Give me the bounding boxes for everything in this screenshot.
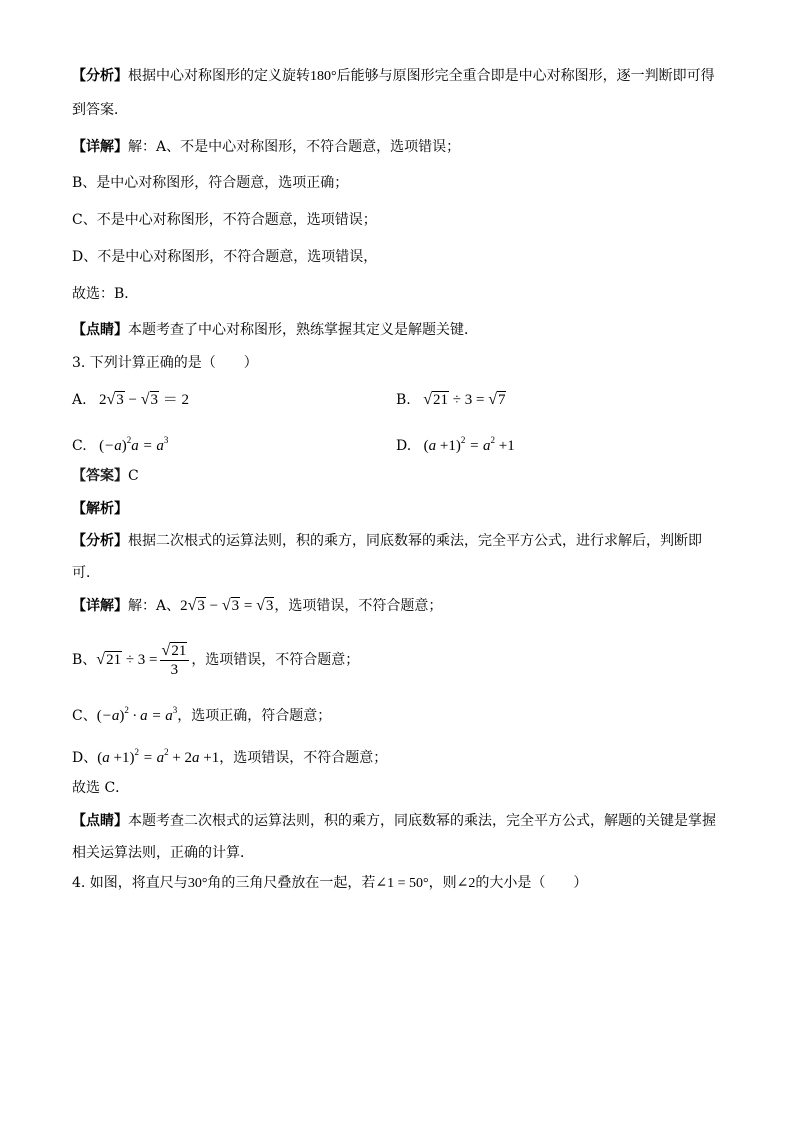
q3-dianjing-tag: 【点睛】 — [72, 813, 128, 829]
option-a-formula: 2√3 − √3 ＝ 2 — [99, 391, 190, 408]
q4-stem-d: 的大小是（ ） — [475, 875, 588, 891]
q3-detail-d — [72, 742, 387, 768]
q2-dianjing-line — [72, 320, 478, 340]
q4-stem-a: 4. 如图，将直尺与 — [72, 875, 188, 891]
q3-analysis-tag: 【分析】 — [72, 533, 128, 549]
q3-option-b — [396, 390, 506, 410]
option-c-formula: $(-a)^2a = a^3$ — [99, 435, 169, 454]
q3-detail-a — [72, 596, 442, 616]
q3-detail-d-prefix: D、 — [72, 750, 98, 766]
q3-dianjing-line1 — [72, 811, 716, 831]
analysis-text-a: 根据中心对称图形的定义旋转 — [128, 68, 310, 84]
q3-detail-c-formula: $(-a)^2 \cdot a = a^3$ — [96, 705, 178, 724]
q2-analysis-line1 — [72, 66, 715, 87]
q4-stem-deg: 30° — [187, 876, 208, 891]
q2-detail-line-b: B、是中心对称图形，符合题意，选项正确； — [72, 175, 349, 191]
q3-detail-c-prefix: C、 — [72, 708, 97, 724]
detail-text-a: 解：A、不是中心对称图形，不符合题意，选项错误； — [128, 139, 461, 155]
q3-detail-tag: 【详解】 — [72, 598, 128, 614]
q3-option-d — [396, 430, 515, 456]
q4-stem-c: ，则 — [428, 875, 457, 891]
q3-jiexi — [72, 499, 128, 519]
q3-detail-a-suffix: ，选项错误，不符合题意； — [274, 598, 443, 614]
q3-detail-d-suffix: ，选项错误，不符合题意； — [219, 750, 388, 766]
q3-answer — [72, 466, 139, 486]
q3-detail-a-prefix: 解：A、 — [128, 598, 181, 614]
answer-tag: 【答案】 — [72, 468, 128, 484]
q3-detail-c-suffix: ，选项正确，符合题意； — [177, 708, 332, 724]
option-b-formula: √21 ÷ 3 = √7 — [423, 391, 506, 408]
analysis-tag: 【分析】 — [72, 68, 128, 84]
q3-choice: 故选 C． — [72, 780, 130, 796]
q3-analysis-text: 根据二次根式的运算法则，积的乘方，同底数幂的乘法，完全平方公式，进行求解后，判断即 — [128, 533, 702, 549]
analysis-text-b: 后能够与原图形完全重合即是中心对称图形，逐一判断即可得 — [336, 68, 715, 84]
q3-detail-b-prefix: B、 — [72, 652, 97, 668]
q3-detail-b-formula: √21 ÷ 3 = $\frac{√21}{3}$ — [96, 652, 191, 668]
jiexi-tag: 【解析】 — [72, 501, 128, 517]
option-d-label: D. — [396, 438, 412, 454]
option-c-label: C. — [72, 438, 87, 454]
q3-detail-a-formula: 2√3 − √3 = √3 — [180, 597, 274, 614]
q3-stem: 3. 下列计算正确的是（ ） — [72, 355, 258, 371]
q2-detail-line-d: D、不是中心对称图形，不符合题意，选项错误， — [72, 249, 378, 265]
q3-option-c — [72, 430, 168, 456]
q2-detail-line-c: C、不是中心对称图形，不符合题意，选项错误； — [72, 212, 377, 228]
q3-dianjing-line2: 相关运算法则，正确的计算． — [72, 845, 254, 861]
q3-detail-b — [72, 640, 359, 680]
q3-detail-d-formula: $(a +1)^2 = a^2 + 2a +1$ — [97, 747, 220, 766]
q3-option-a — [72, 390, 189, 410]
q4-angle1: ∠1 = 50° — [375, 876, 429, 891]
answer-value: C — [128, 468, 139, 484]
q3-detail-b-suffix: ，选项错误，不符合题意； — [191, 652, 360, 668]
q3-analysis-line2: 可． — [72, 565, 100, 581]
q3-analysis-line1 — [72, 531, 702, 551]
q4-angle2: ∠2 — [456, 876, 476, 891]
rotation-degree: 180° — [310, 69, 337, 84]
q2-analysis-line2: 到答案． — [72, 102, 128, 118]
q4-stem-b: 角的三角尺叠放在一起，若 — [207, 875, 376, 891]
dianjing-text: 本题考查了中心对称图形，熟练掌握其定义是解题关键． — [128, 322, 478, 338]
q3-dianjing-text: 本题考查二次根式的运算法则，积的乘方，同底数幂的乘法，完全平方公式，解题的关键是掌握 — [128, 813, 716, 829]
detail-tag: 【详解】 — [72, 139, 128, 155]
q2-choice: 故选：B． — [72, 286, 139, 302]
dianjing-tag: 【点睛】 — [72, 322, 128, 338]
option-d-formula: $(a +1)^2 = a^2 +1$ — [423, 435, 515, 454]
option-a-label: A. — [72, 392, 87, 408]
q2-detail-line-a — [72, 137, 460, 157]
option-b-label: B. — [396, 392, 411, 408]
q4-stem — [72, 873, 587, 894]
q3-detail-c — [72, 700, 331, 726]
